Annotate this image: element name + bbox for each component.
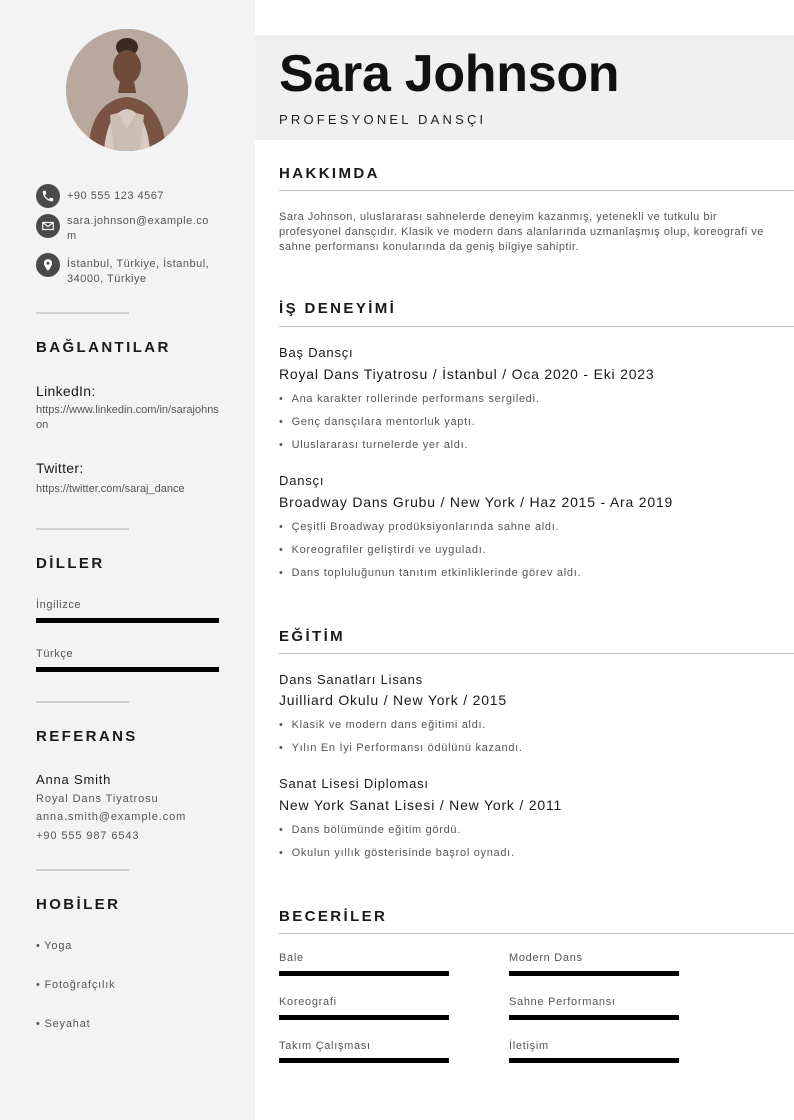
reference-company: Royal Dans Tiyatrosu [36,793,159,805]
languages-heading: DİLLER [36,555,105,572]
twitter-label: Twitter: [36,460,84,476]
skill-name: Bale [279,952,304,964]
section-rule [279,326,794,327]
linkedin-url[interactable]: https://www.linkedin.com/in/sarajohnson [36,404,219,431]
job-org: Royal Dans Tiyatrosu / İstanbul / Oca 2020 - Eki 2023 [279,366,655,382]
job-role: Baş Dansçı [279,345,354,360]
person-name: Sara Johnson [279,45,620,103]
job-bullet: • Dans topluluğunun tanıtım etkinliklerinde görev aldı. [279,567,582,579]
hobby-item: • Seyahat [36,1018,91,1030]
email-text: sara.johnson@example.com [67,215,209,242]
sidebar-divider [36,701,129,703]
skill-level-bar [509,1015,679,1020]
address-text: İstanbul, Türkiye, İstanbul, 34000, Türkiye [67,258,210,285]
language-name: İngilizce [36,599,82,611]
skill-level-bar [509,971,679,976]
job-bullet: • Koreografiler geliştirdi ve uyguladı. [279,544,487,556]
language-level-bar [36,667,219,672]
reference-name: Anna Smith [36,772,112,787]
section-rule [279,190,794,191]
edu-bullet: • Klasik ve modern dans eğitimi aldı. [279,719,487,731]
education-heading: EĞİTİM [279,628,346,645]
language-name: Türkçe [36,648,74,660]
job-bullet: • Genç dansçılara mentorluk yaptı. [279,416,476,428]
hobby-item: • Fotoğrafçılık [36,979,116,991]
sidebar [0,0,255,1120]
degree: Dans Sanatları Lisans [279,672,423,687]
skill-name: Koreografi [279,996,337,1008]
sidebar-divider [36,869,129,871]
contact-phone [36,184,217,208]
hobby-item: • Yoga [36,940,73,952]
school: Juilliard Okulu / New York / 2015 [279,692,507,708]
job-org: Broadway Dans Grubu / New York / Haz 2015 - Ara 2019 [279,494,674,510]
phone-text: +90 555 123 4567 [67,190,165,202]
reference-email: anna.smith@example.com [36,811,187,823]
job-bullet: • Uluslararası turnelerde yer aldı. [279,439,469,451]
sidebar-divider [36,312,129,314]
skill-level-bar [279,1058,449,1063]
reference-heading: REFERANS [36,728,138,745]
skills-heading: BECERİLER [279,908,388,925]
edu-bullet: • Okulun yıllık gösterisinde başrol oynadı. [279,847,515,859]
section-rule [279,653,794,654]
skill-level-bar [509,1058,679,1063]
school: New York Sanat Lisesi / New York / 2011 [279,797,563,813]
job-bullet: • Ana karakter rollerinde performans sergiledi. [279,393,540,405]
about-heading: HAKKIMDA [279,165,380,182]
phone-icon [36,184,60,208]
envelope-icon [36,214,60,238]
edu-bullet: • Yılın En İyi Performansı ödülünü kazandı. [279,742,523,754]
skill-level-bar [279,1015,449,1020]
job-role: Dansçı [279,473,325,488]
skill-name: Takım Çalışması [279,1040,371,1052]
language-level-bar [36,618,219,623]
section-rule [279,933,794,934]
linkedin-label: LinkedIn: [36,383,96,399]
skill-name: Modern Dans [509,952,583,964]
profile-photo [66,29,188,151]
contact-address [36,253,217,287]
contact-email [36,214,217,244]
about-text: Sara Johnson, uluslararası sahnelerde deneyim kazanmış, yetenekli ve tutkulu bir profesyonel dansçıdır. Klasik ve modern dans alanlarında uzmanlaşmış olup, koreografi ve sahne performansı konularında da geniş bilgiye sahiptir. [279,211,764,253]
person-title: PROFESYONEL DANSÇI [279,112,487,127]
reference-phone: +90 555 987 6543 [36,830,140,842]
skill-level-bar [279,971,449,976]
sidebar-divider [36,528,129,530]
skill-name: Sahne Performansı [509,996,616,1008]
degree: Sanat Lisesi Diploması [279,776,429,791]
edu-bullet: • Dans bölümünde eğitim gördü. [279,824,461,836]
twitter-url[interactable]: https://twitter.com/saraj_dance [36,483,185,495]
location-pin-icon [36,253,60,277]
hobbies-heading: HOBİLER [36,896,121,913]
job-bullet: • Çeşitli Broadway prodüksiyonlarında sahne aldı. [279,521,560,533]
links-heading: BAĞLANTILAR [36,339,171,356]
skill-name: İletişim [509,1040,549,1052]
experience-heading: İŞ DENEYİMİ [279,300,397,317]
